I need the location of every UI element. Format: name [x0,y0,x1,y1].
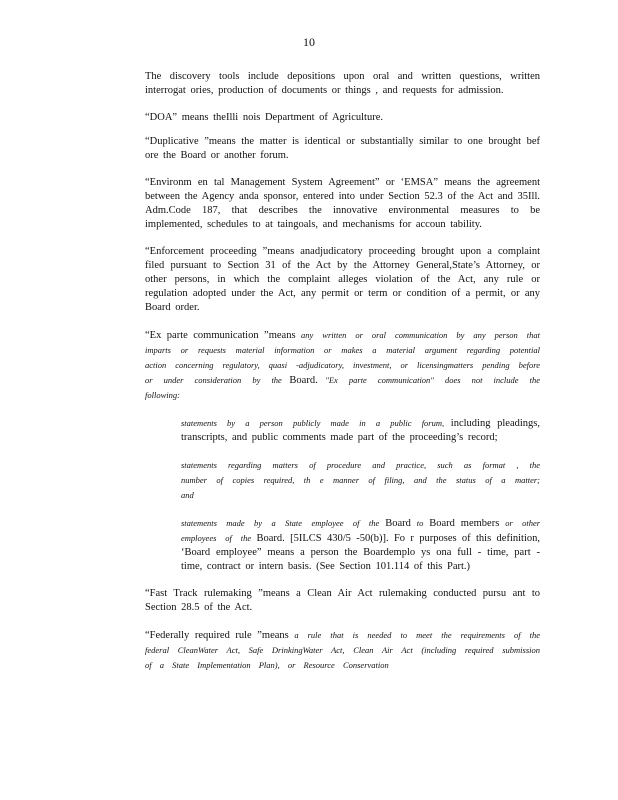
exclusion-state-employee-statements [181,516,540,574]
exclusion-3-italic-a: statements made by a State employee of the [181,518,380,528]
exclusion-3-board-1: Board [385,518,411,529]
definition-doa: “DOA” means theIlli nois Department of Agriculture. [145,112,383,123]
definition-enforcement-proceeding: “Enforcement proceeding ”means anadjudicatory proceeding brought upon a complaint filed pursuant to Section 31 of the Act by the Attorney General,State’s Attorney, or other persons, in which the complaint alleges violation of the Act, any rule or regulation adopted under the Act, any permit or term or condition of a permit, or any Board order. [145,246,540,313]
definition-federally-required-rule [145,628,540,673]
paragraph-discovery-tools: The discovery tools include depositions upon oral and written questions, written interrogat ories, production of documents or things , and requests for admission. [145,71,540,96]
federally-required-italic: a rule that is needed to meet the requirements of the federal CleanWater Act, Safe DrinkingWater Act, Clean Air Act (including required submission of a State Implementation Plan), or Resource Conservation [145,630,541,670]
definition-fast-track-rulemaking: “Fast Track rulemaking ”means a Clean Air Act rulemaking conducted pursu ant to Section 28.5 of the Act. [145,588,540,613]
exclusion-3-italic-b: to [416,518,424,528]
exclusion-3-italic-c: or other employees of the [181,518,541,543]
page-number: 10 [303,35,315,49]
exclusion-1-text: including pleadings, transcripts, and public comments made part of the proceeding’s record; [181,418,540,443]
exclusion-3-text: Board. [5ILCS 430/5 -50(b)]. Fo r purposes of this definition, ‘Board employee” means a person the Boardemplo ys ona full - time, part -time, contract or intern basis. (See Section 101.114 of this Part.) [181,533,540,572]
exclusion-3-board-2: Board members [429,518,500,529]
document-body [145,70,540,686]
ex-parte-lead: “Ex parte communication ”means [145,330,296,341]
exclusion-procedure-statements [181,458,540,503]
definition-ex-parte-communication [145,328,540,403]
definition-emsa: “Environm en tal Management System Agreement” or ‘EMSA” means the agreement between the Agency anda sponsor, entered into under Section 52.3 of the Act and 35Ill. Adm.Code 187, that describes the innovative environmental measures to be implemented, schedules to at taingoals, and mechanisms for accoun tability. [145,177,540,230]
definition-duplicative: “Duplicative ”means the matter is identical or substantially similar to one brought bef ore the Board or another forum. [145,136,540,161]
exclusion-1-italic: statements by a person publicly made in a public forum, [181,418,445,428]
exclusion-2-italic: statements regarding matters of procedure and practice, such as format , the number of copies required, th e manner of filing, and the status of a matter; and [181,460,540,500]
ex-parte-italic-tail: "Ex parte communication" does not include the following: [145,375,541,400]
ex-parte-italic: any written or oral communication by any person that imparts or requests material information or makes a material argument regarding potential action concerning regulatory, quasi -adjudicatory, investment, or licensingmatters pending before or under consideration by the [145,330,540,385]
exclusion-public-statements [181,416,540,445]
federally-required-lead: “Federally required rule ”means [145,630,289,641]
ex-parte-board: Board. [289,375,318,386]
